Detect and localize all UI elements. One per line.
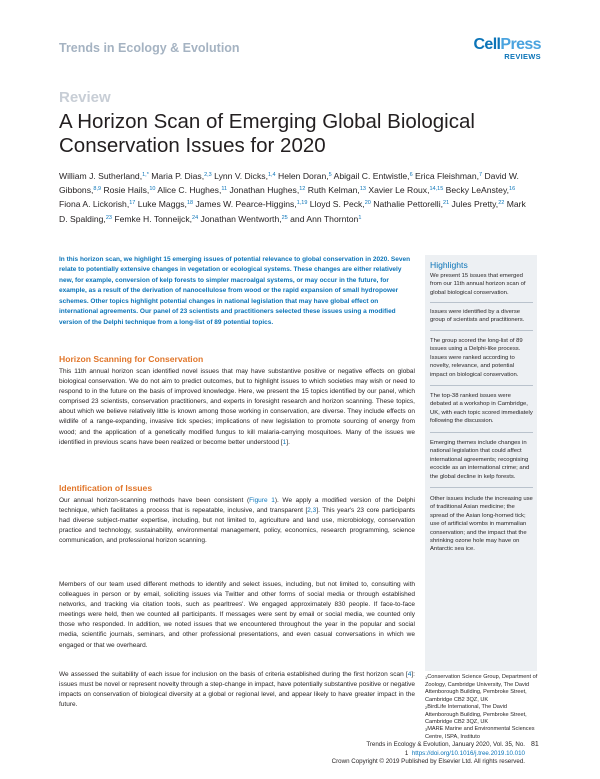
highlight-divider	[430, 385, 533, 386]
highlight-item: Other issues include the increasing use of traditional Asian medicine; the spread of the Asian long-horned tick; use of artificial wombs in mammalian conservation; and the impact that the shrinking ozone hole may have on Antarctic sea ice.	[430, 496, 533, 553]
highlight-divider	[430, 330, 533, 331]
author-list: William J. Sutherland,$^{1,*}$ Maria P. Dias,$^{2,3}$ Lynn V. Dicks,$^{1,4}$ Helen Doran,$^5$ Abigail C. Entwistle,$^6$ Erica Fleishman,$^7$ David W. Gibbons,$^{8,9}$ Rosie Hails,$^{10}$ Alice C. Hughes,$^{11}$ Jonathan Hughes,$^{12}$ Ruth Kelman,$^{13}$ Xavier Le Roux,$^{14,15}$ Becky LeAnstey,$^{16}$ Fiona A. Lickorish,$^{17}$ Luke Maggs,$^{18}$ James W. Pearce-Higgins,$^{1,19}$ Lloyd S. Peck,$^{20}$ Nathalie Pettorelli,$^{21}$ Jules Pretty,$^{22}$ Mark D. Spalding,$^{23}$ Femke H. Tonneijck,$^{24}$ Jonathan Wentworth,$^{25}$ and Ann Thornton$^1$	[59, 171, 526, 224]
paragraph-identification-3: We assessed the suitability of each issue for inclusion on the basis of criteria established during the first horizon scan [4]: issues must be novel or represent novelty through a step-change in impact, have potentially substantive positive or negative impacts on conservation of biological diversity at a global or regional level, and appear likely to have greater impact in the future.	[59, 671, 415, 709]
reference-link-2-3[interactable]: 2,3	[307, 507, 317, 515]
paragraph-identification-1: Our annual horizon-scanning methods have been consistent (Figure 1). We apply a modified version of the Delphi technique, which facilitates a process that is repeatable, inclusive, and transparent [2,3]. This year's 23 core participants had diverse subject-matter expertise, including, but not limited to, agriculture and land use, microbiology, conservation practice and technology, sustainability, environmental management, policy, economics, research programming, science communication, and professional horizon scanning.	[59, 497, 415, 545]
highlight-divider	[430, 432, 533, 433]
article-type: Review	[59, 89, 111, 106]
affiliation-1: $^1$Conservation Science Group, Department of Zoology, Cambridge University, The David Attenborough Building, Pembroke Street, Cambridge CB2 3QZ, UK	[425, 674, 538, 703]
highlight-divider	[430, 302, 533, 303]
highlight-item: The top-38 ranked issues were debated at a workshop in Cambridge, UK, with each topic scored immediately following the discussion.	[430, 393, 533, 425]
citation-line: Trends in Ecology & Evolution, January 2020, Vol. 35, No. 1	[366, 741, 525, 757]
reference-link-4[interactable]: 4	[407, 671, 412, 678]
doi-link[interactable]: https://doi.org/10.1016/j.tree.2019.10.010	[411, 749, 525, 757]
copyright-line: Crown Copyright © 2019 Published by Elsevier Ltd. All rights reserved.	[331, 758, 525, 765]
highlight-divider	[430, 487, 533, 488]
highlight-item: We present 15 issues that emerged from our 11th annual horizon scan of global biological conservation.	[430, 273, 526, 296]
highlight-item: Emerging themes include changes in national legislation that could affect international agreements; recognising ecocide as an international crime; and the global decline in kelp forests.	[430, 440, 530, 480]
citation-footer	[300, 741, 525, 767]
highlight-item: The group scored the long-list of 89 issues using a Delphi-like process. Issues were ranked according to novelty, relevance, and potential impact on biological conservation.	[430, 338, 523, 378]
highlights-title: Highlights	[430, 260, 468, 270]
figure-link-1[interactable]: Figure 1	[249, 497, 275, 504]
highlight-item: Issues were identified by a diverse group of scientists and practitioners.	[430, 309, 525, 324]
logo-reviews: REVIEWS	[504, 52, 541, 61]
logo-part-cell: Cell	[473, 36, 501, 53]
affiliation-3: $^3$MARE Marine and Environmental Sciences Centre, ISPA, Instituto	[425, 726, 535, 740]
journal-name: Trends in Ecology & Evolution	[59, 41, 240, 55]
logo-part-press: Press	[500, 36, 541, 53]
reference-link-1[interactable]: 1	[282, 438, 287, 446]
abstract: In this horizon scan, we highlight 15 emerging issues of potential relevance to global conservation in 2020. Seven relate to potentially extensive changes in vegetation or ecological systems. These changes are either relatively new, for example, conversion of kelp forests to simpler macroalgal systems, or may occur in the future, for example, as a result of the derivation of nanocellulose from wood or the rapid expansion of small hydropower schemes. Other topics highlight potential changes in national legislation that may have global effect on international agreements. Our panel of 23 scientists and practitioners selected these issues using a modified version of the Delphi technique from a long-list of 89 potential topics.	[59, 256, 411, 326]
article-title: A Horizon Scan of Emerging Global Biological Conservation Issues for 2020	[59, 110, 475, 157]
page-number: 81	[531, 741, 539, 748]
affiliation-2: $^2$BirdLife International, The David Attenborough Building, Pembroke Street, Cambridge CB2 3QZ, UK	[425, 704, 527, 725]
paragraph-identification-2: Members of our team used different methods to identify and select issues, including, but not limited to, consulting with colleagues in person or by email, soliciting issues via Twitter and other forms of social media or through established networks, and tracking via citation tools, such as pearltrees'. We engaged approximately 830 people. If face-to-face meetings were held, then we counted all participants. If messages were sent by email or social media, we counted only those who responded. In addition, we noted issues that we encountered throughout the year in the popular and social media, scientific journals, seminars, and other professional presentations, and even casual conversations in which we engaged or that we overheard.	[59, 581, 415, 649]
section-heading-identification: Identification of Issues	[59, 483, 153, 493]
paragraph-horizon-scanning: This 11th annual horizon scan identified novel issues that may have substantive positive or negative effects on global biological conservation. We do not aim to predict outcomes, but to highlight issues to which societies may wish or need to respond to in the future on the basis of improved knowledge. Here, we present the 15 topics identified by our panel, which comprised 23 scientists, conservation practitioners, and experts in foresight research and horizon scanning. These topics, about which we believe relatively little is known among those working in conservation, are diverse. They include effects on wildlife of a range-expanding, invasive tick species; implications of new legislation to promote sourcing of energy from wood; and the application of a genetically modified fungus to kill malaria-carrying mosquitoes. Many of the issues we identified in previous scans have been realized or become better understood [1].	[59, 368, 415, 446]
section-heading-horizon-scanning: Horizon Scanning for Conservation	[59, 354, 204, 364]
cellpress-logo	[473, 37, 541, 61]
